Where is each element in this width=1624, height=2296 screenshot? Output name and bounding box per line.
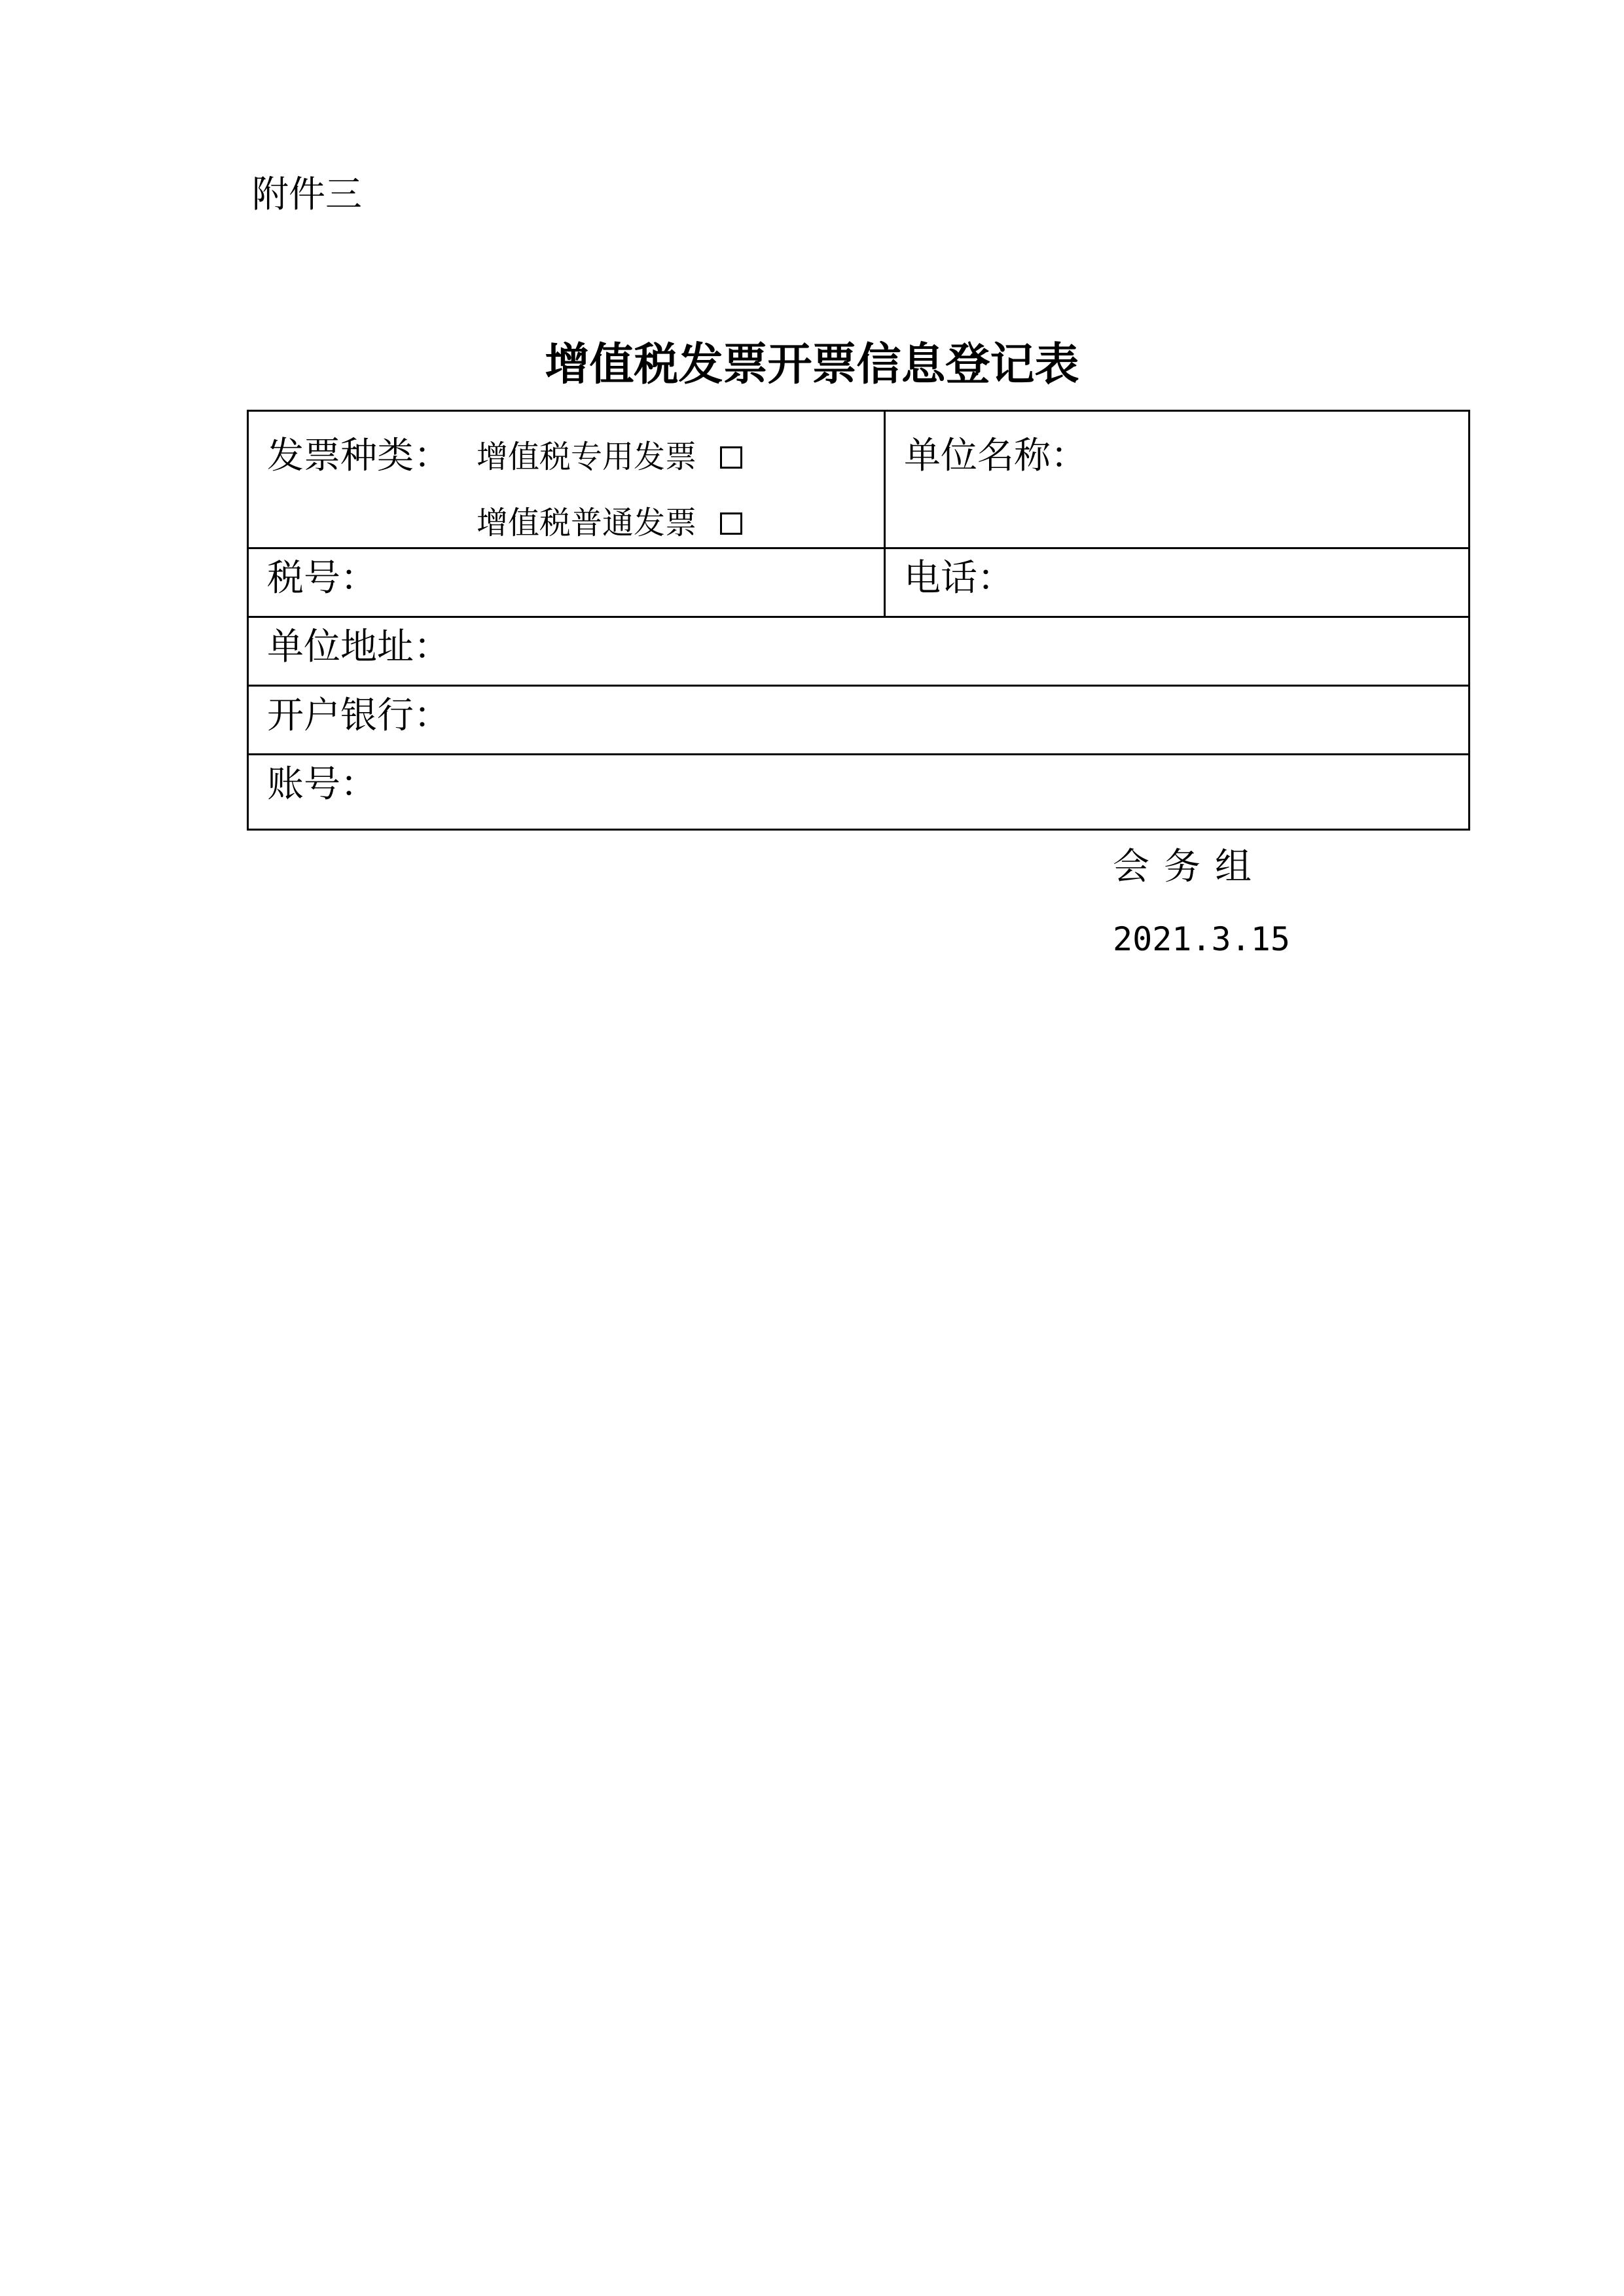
bank-label: 开户银行： xyxy=(267,694,450,737)
phone-cell[interactable] xyxy=(885,548,1470,617)
invoice-type-option-label: 增值税专用发票 xyxy=(477,439,697,475)
bank-cell[interactable] xyxy=(248,686,1470,755)
invoice-type-option-ordinary[interactable] xyxy=(477,500,742,546)
unit-address-label: 单位地址： xyxy=(267,626,450,668)
document-title: 增值税发票开票信息登记表 xyxy=(545,339,1079,391)
invoice-type-option-label: 增值税普通发票 xyxy=(477,505,697,541)
unit-name-label: 单位名称： xyxy=(904,435,1087,477)
tax-number-label: 税号： xyxy=(267,557,377,600)
form-row-invoice-type xyxy=(248,411,1470,548)
invoice-type-option-special[interactable] xyxy=(477,434,742,480)
invoice-type-label: 发票种类： xyxy=(267,435,450,477)
checkbox-special-invoice[interactable] xyxy=(720,446,742,469)
invoice-info-form xyxy=(247,410,1470,831)
form-row-bank xyxy=(248,686,1470,755)
phone-label: 电话： xyxy=(904,557,1014,600)
invoice-type-cell xyxy=(248,411,885,548)
unit-name-cell[interactable] xyxy=(885,411,1470,548)
issuer-signature: 会务组 xyxy=(1113,846,1266,888)
checkbox-ordinary-invoice[interactable] xyxy=(720,512,742,535)
unit-address-cell[interactable] xyxy=(248,617,1470,686)
account-label: 账号： xyxy=(267,763,377,806)
form-row-account xyxy=(248,755,1470,830)
form-row-tax-phone xyxy=(248,548,1470,617)
issue-date: 2021.3.15 xyxy=(1113,920,1290,958)
account-cell[interactable] xyxy=(248,755,1470,830)
tax-number-cell[interactable] xyxy=(248,548,885,617)
attachment-label: 附件三 xyxy=(252,173,362,216)
form-row-unit-address xyxy=(248,617,1470,686)
